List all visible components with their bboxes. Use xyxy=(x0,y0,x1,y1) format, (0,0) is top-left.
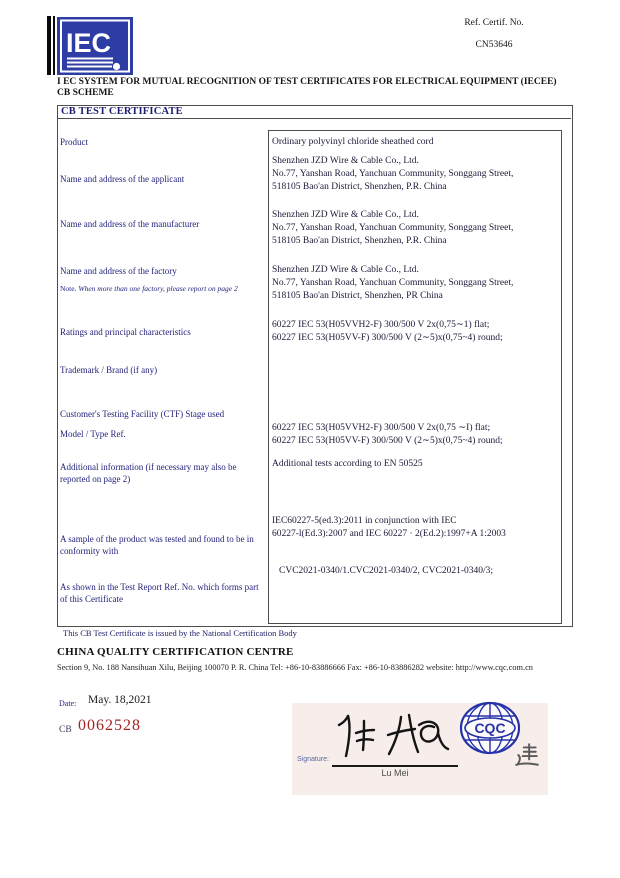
label-model-type: Model / Type Ref. xyxy=(60,429,126,439)
value-model-line2: 60227 IEC 53(H05VV-F) 300/500 V (2∼5)x(0,75~4) round; xyxy=(272,436,503,446)
value-manufacturer-line1: Shenzhen JZD Wire & Cable Co., Ltd. xyxy=(272,210,419,220)
value-factory-line3: 518105 Bao'an District, Shenzhen, PR China xyxy=(272,291,443,301)
jian-stamp-character-icon xyxy=(514,742,540,768)
ncb-address: Section 9, No. 188 Nansihuan Xilu, Beijing 100070 P. R. China Tel: +86-10-83886666 Fax: +86-10-83886282 website: http://www.cqc.com.cn xyxy=(57,663,533,672)
date-value: May. 18,2021 xyxy=(88,694,152,706)
ref-certif-label: Ref. Certif. No. xyxy=(464,18,524,28)
cb-prefix: CB xyxy=(59,725,72,735)
signature-name: Lu Mei xyxy=(381,768,409,778)
value-manufacturer-line2: No.77, Yanshan Road, Yanchuan Community, Songgang Street, xyxy=(272,223,514,233)
label-manufacturer: Name and address of the manufacturer xyxy=(60,219,200,229)
iec-logo xyxy=(57,17,133,75)
certificate-title: CB TEST CERTIFICATE xyxy=(61,106,183,117)
value-manufacturer-line3: 518105 Bao'an District, Shenzhen, P.R. China xyxy=(272,236,447,246)
value-factory-line1: Shenzhen JZD Wire & Cable Co., Ltd. xyxy=(272,265,419,275)
label-ratings: Ratings and principal characteristics xyxy=(60,327,191,337)
signature-handwriting xyxy=(330,710,460,762)
value-conformity-line2: 60227-l(Ed.3):2007 and IEC 60227 · 2(Ed.2):1997+A 1:2003 xyxy=(272,529,506,539)
factory-note xyxy=(60,284,270,293)
value-applicant-line1: Shenzhen JZD Wire & Cable Co., Ltd. xyxy=(272,156,419,166)
certificate-value-box xyxy=(268,130,562,624)
logo-left-thin-bar xyxy=(53,16,55,75)
value-ratings-line1: 60227 IEC 53(H05VVH2-F) 300/500 V 2x(0,75∼1) flat; xyxy=(272,320,490,330)
scheme-heading: I EC SYSTEM FOR MUTUAL RECOGNITION OF TEST CERTIFICATES FOR ELECTRICAL EQUIPMENT (IECEE) CB SCHEME xyxy=(57,77,557,98)
value-factory-line2: No.77, Yanshan Road, Yanchuan Community, Songgang Street, xyxy=(272,278,514,288)
label-applicant: Name and address of the applicant xyxy=(60,174,185,184)
label-test-report: As shown in the Test Report Ref. No. which forms part of this Certificate xyxy=(60,582,259,604)
factory-note-prefix: Note. xyxy=(60,284,77,293)
logo-left-bar xyxy=(47,16,51,75)
label-ctf-stage: Customer's Testing Facility (CTF) Stage used xyxy=(60,409,225,419)
ref-certif-number: CN53646 xyxy=(475,40,513,50)
factory-note-text: When more than one factory, please report on page 2 xyxy=(78,284,238,293)
value-product: Ordinary polyvinyl chloride sheathed cord xyxy=(272,137,434,147)
label-trademark: Trademark / Brand (if any) xyxy=(60,365,158,375)
iec-logo-text: IEC xyxy=(66,28,112,58)
value-conformity-line1: IEC60227-5(ed.3):2011 in conjunction with IEC xyxy=(272,516,457,526)
value-additional-info: Additional tests according to EN 50525 xyxy=(272,459,423,469)
issued-by-line: This CB Test Certificate is issued by the National Certification Body xyxy=(63,628,297,638)
ncb-name: CHINA QUALITY CERTIFICATION CENTRE xyxy=(57,646,294,658)
value-test-report: CVC2021-0340/1.CVC2021-0340/2, CVC2021-0340/3; xyxy=(279,566,494,576)
cb-certificate-number: 0062528 xyxy=(78,717,141,734)
label-factory: Name and address of the factory xyxy=(60,266,177,276)
signature-line xyxy=(332,765,458,767)
label-product: Product xyxy=(60,137,88,147)
value-model-line1: 60227 IEC 53(H05VVH2-F) 300/500 V 2x(0,75 ∼I) flat; xyxy=(272,423,491,433)
signature-label: Signature: xyxy=(297,756,329,763)
label-additional-info: Additional information (if necessary may also be reported on page 2) xyxy=(60,462,237,484)
label-conformity: A sample of the product was tested and found to be in conformity with xyxy=(60,534,254,556)
value-applicant-line3: 518105 Bao'an District, Shenzhen, P.R. China xyxy=(272,182,447,192)
cqc-logo-text: CQC xyxy=(474,720,506,736)
value-applicant-line2: No.77, Yanshan Road, Yanchuan Community, Songgang Street, xyxy=(272,169,514,179)
date-label: Date: xyxy=(59,699,77,708)
value-ratings-line2: 60227 IEC 53(H05VV-F) 300/500 V (2∼5)x(0,75~4) round; xyxy=(272,333,503,343)
